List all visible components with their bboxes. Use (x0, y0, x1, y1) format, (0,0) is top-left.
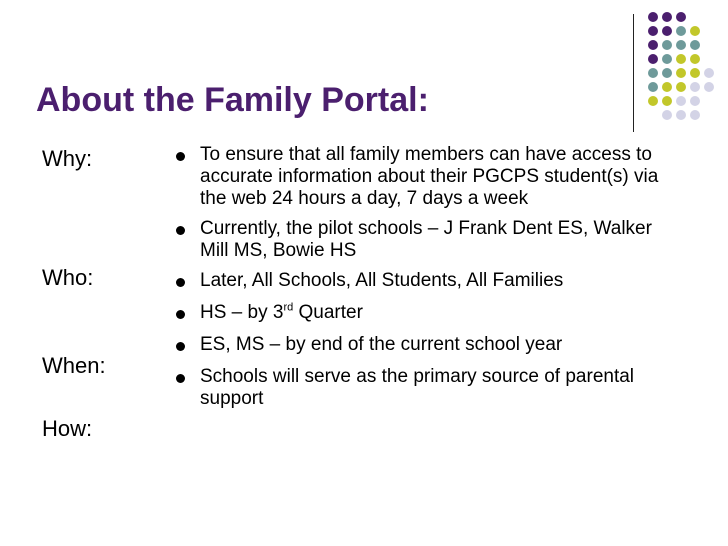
decor-dot (676, 96, 686, 106)
bullet-item (174, 334, 684, 356)
bullet-dot-icon (176, 152, 185, 161)
label-why: Why: (42, 146, 93, 171)
decorative-dot-grid (646, 12, 726, 122)
bullet-text (200, 302, 684, 324)
bullet-item (174, 218, 684, 262)
decor-dot (662, 82, 672, 92)
bullet-dot-icon (176, 226, 185, 235)
decor-dot (648, 96, 658, 106)
decor-dot (662, 110, 672, 120)
decor-dot (676, 54, 686, 64)
bullet-text: To ensure that all family members can have access to accurate information about their PGCPS student(s) via the web 24 hours a day, 7 days a week (200, 144, 659, 209)
decor-dot (662, 26, 672, 36)
decor-dot (690, 96, 700, 106)
decor-dot (690, 40, 700, 50)
bullet-text-prefix: HS – by 3 (200, 302, 284, 323)
bullet-item (174, 144, 684, 210)
bullet-list (174, 144, 684, 410)
page-title: About the Family Portal: (36, 81, 429, 119)
decor-dot (662, 40, 672, 50)
decor-dot (704, 68, 714, 78)
decor-dot (648, 54, 658, 64)
bullet-text-suffix: Quarter (293, 302, 363, 323)
label-who: Who: (42, 265, 94, 290)
decor-dot (676, 12, 686, 22)
bullet-item (174, 302, 684, 324)
decor-dot (648, 68, 658, 78)
bullet-dot-icon (176, 374, 185, 383)
bullet-dot-icon (176, 342, 185, 351)
bullet-text: Currently, the pilot schools – J Frank Dent ES, Walker Mill MS, Bowie HS (200, 218, 652, 261)
decor-dot (676, 110, 686, 120)
bullet-text-superscript: rd (283, 301, 294, 314)
decor-dot (662, 96, 672, 106)
decor-dot (676, 26, 686, 36)
decor-dot (690, 54, 700, 64)
divider-line (633, 14, 634, 132)
bullet-text: ES, MS – by end of the current school year (200, 334, 563, 355)
decor-dot (676, 40, 686, 50)
bullet-dot-icon (176, 310, 185, 319)
bullet-text: Later, All Schools, All Students, All Families (200, 270, 564, 291)
decor-dot (690, 110, 700, 120)
decor-dot (662, 54, 672, 64)
label-when: When: (42, 353, 106, 378)
bullet-item (174, 270, 684, 292)
decor-dot (662, 12, 672, 22)
decor-dot (648, 26, 658, 36)
bullet-item (174, 366, 684, 410)
decor-dot (690, 82, 700, 92)
decor-dot (690, 68, 700, 78)
decor-dot (648, 12, 658, 22)
decor-dot (676, 68, 686, 78)
decor-dot (676, 82, 686, 92)
decor-dot (662, 68, 672, 78)
decor-dot (648, 82, 658, 92)
decor-dot (648, 40, 658, 50)
decor-dot (704, 82, 714, 92)
decor-dot (690, 26, 700, 36)
bullet-text: Schools will serve as the primary source of parental support (200, 366, 635, 409)
label-how: How: (42, 416, 93, 441)
bullet-dot-icon (176, 278, 185, 287)
